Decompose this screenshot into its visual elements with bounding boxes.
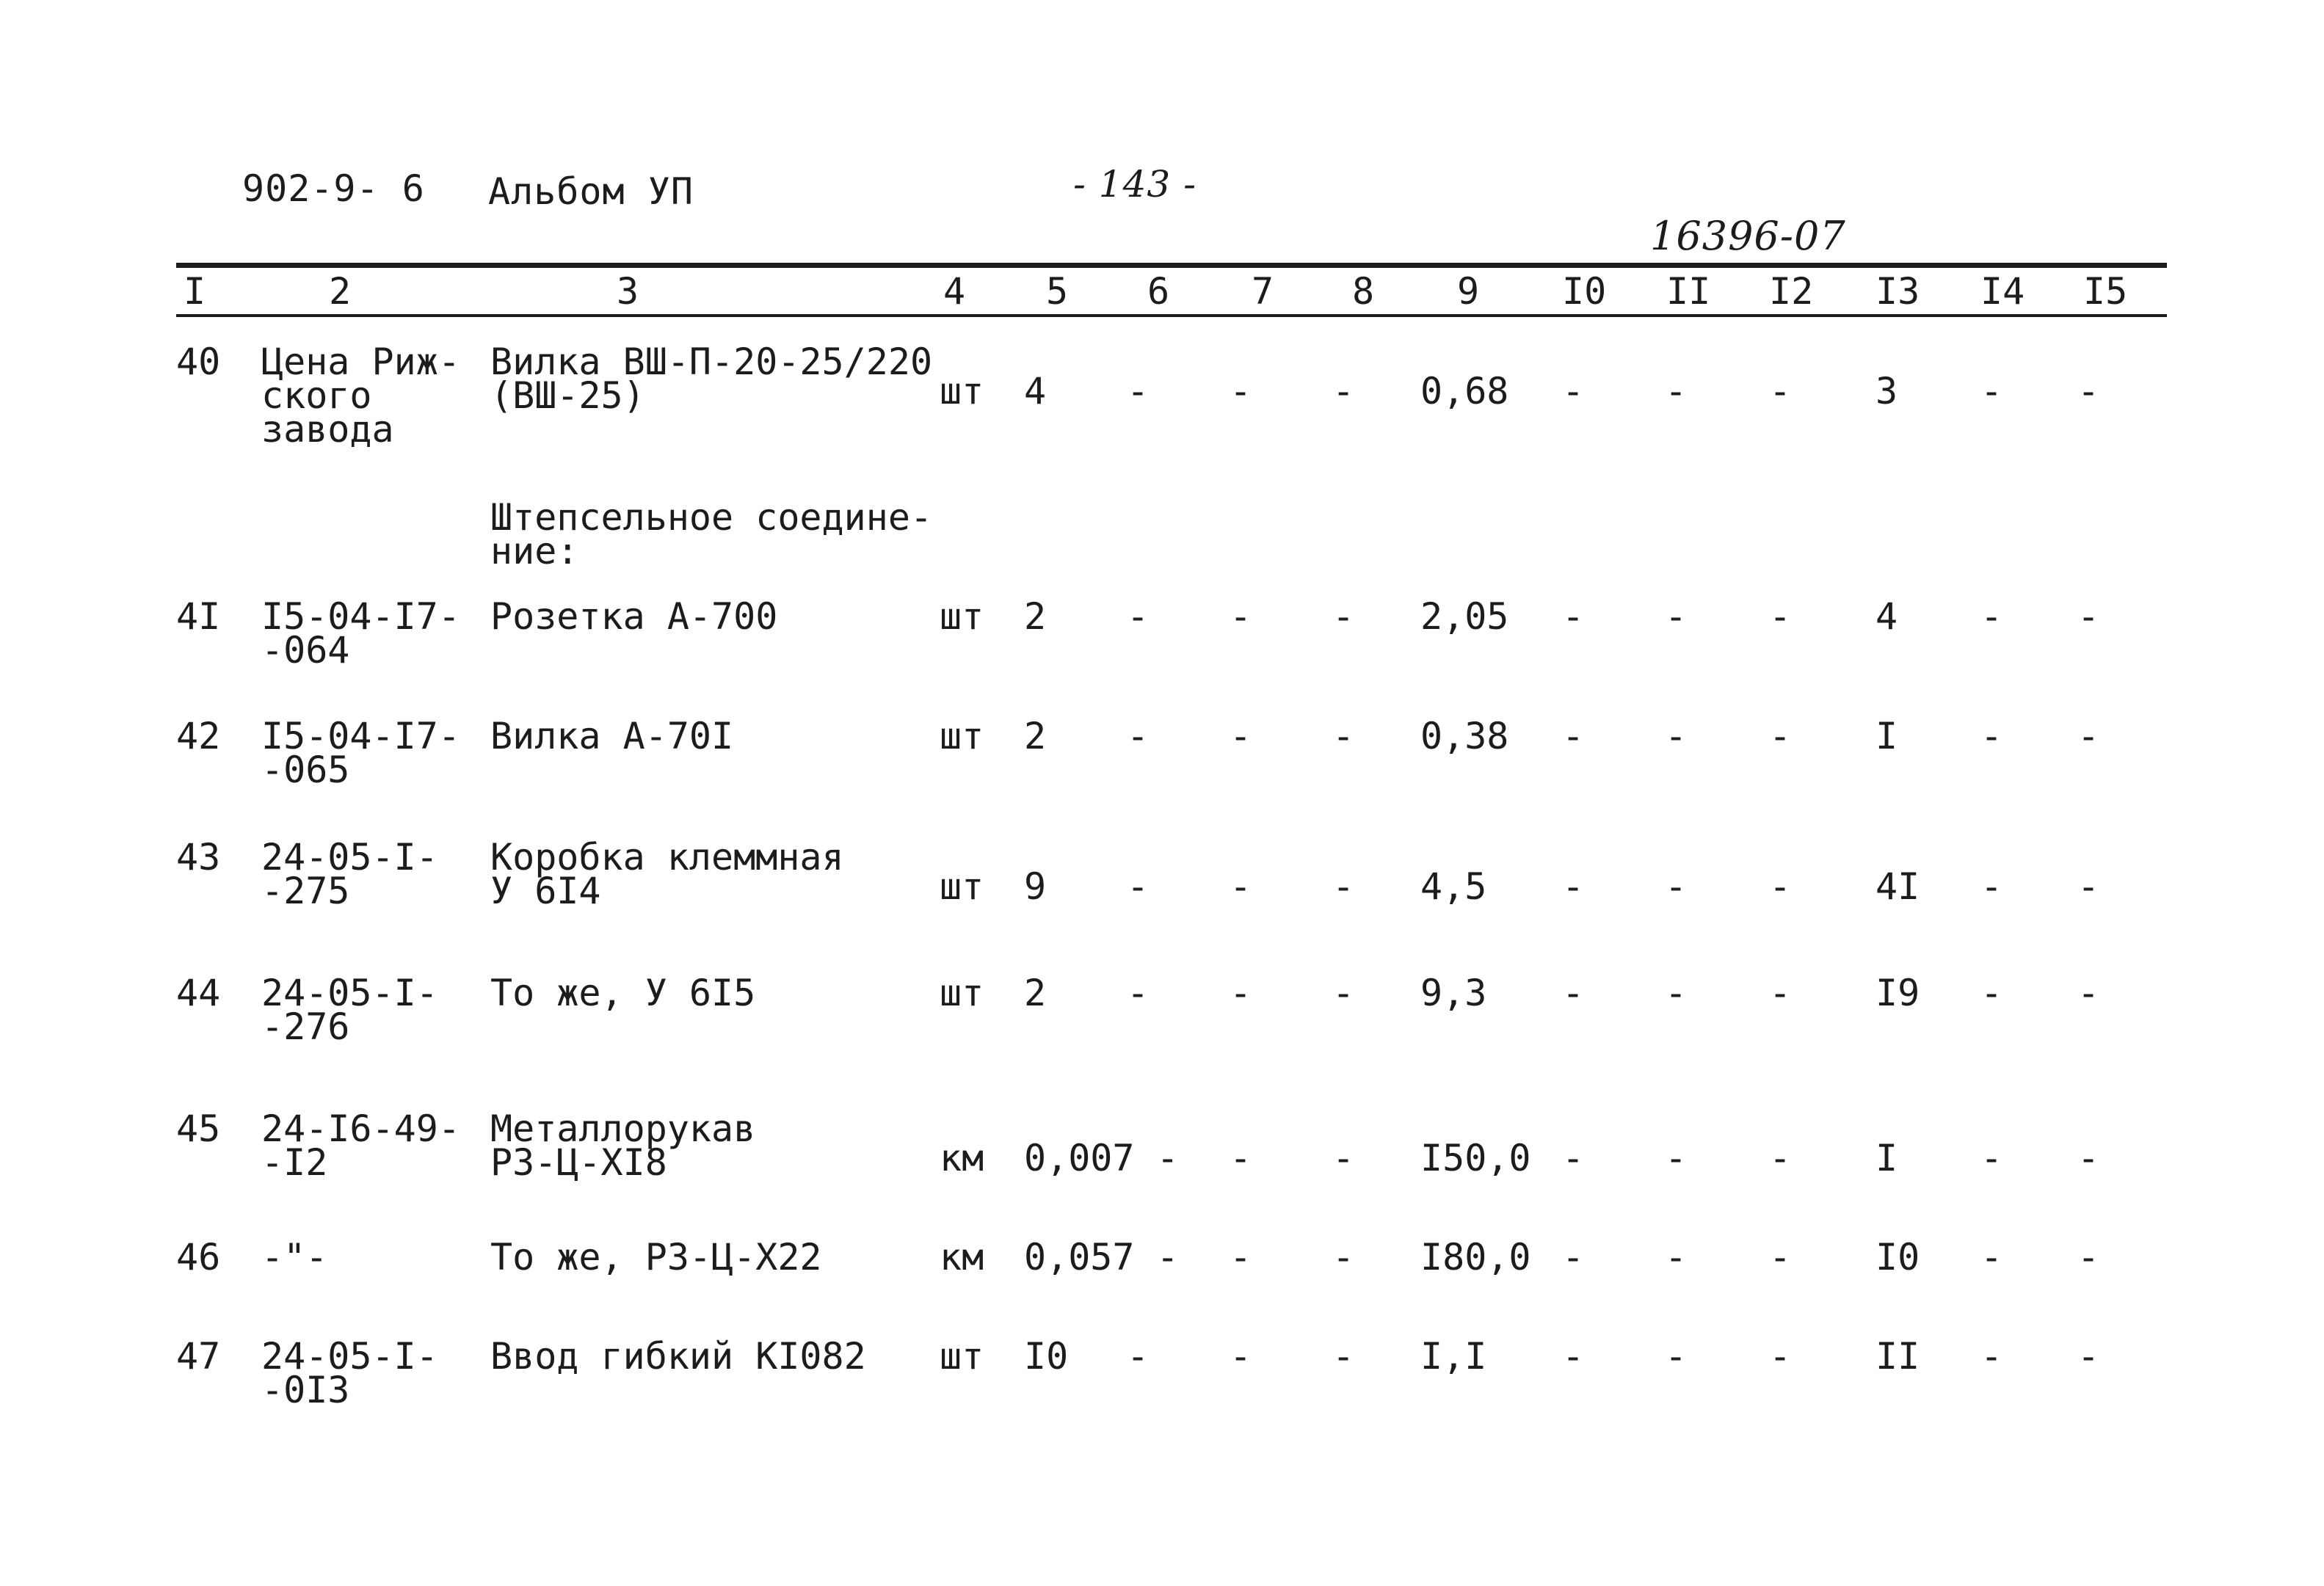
table-cell-c7: -	[1230, 1236, 1252, 1278]
table-cell-c14: -	[1980, 595, 2003, 638]
table-cell-qty: I0	[1024, 1335, 1069, 1378]
table-cell-name: Вилка ВШ-П-20-25/220 (ВШ-25)	[490, 341, 933, 417]
table-cell-name: Коробка клеммная У 6I4	[490, 836, 844, 912]
table-cell-name: Ввод гибкий КI082	[490, 1335, 866, 1378]
table-cell-c6: -	[1127, 715, 1150, 757]
table-cell-code: -"-	[261, 1236, 328, 1278]
column-header-14: I4	[1980, 270, 2025, 313]
table-cell-c13: I9	[1875, 972, 1920, 1014]
table-cell-c7: -	[1230, 865, 1252, 908]
table-cell-c8: -	[1332, 1137, 1355, 1179]
column-header-9: 9	[1457, 270, 1480, 313]
table-cell-n: 47	[176, 1335, 221, 1378]
table-cell-c10: -	[1562, 1335, 1585, 1378]
table-cell-c14: -	[1980, 1137, 2003, 1179]
table-cell-c11: -	[1665, 595, 1688, 638]
table-cell-c8: -	[1332, 595, 1355, 638]
table-cell-c6: -	[1127, 865, 1150, 908]
table-cell-c12: -	[1769, 865, 1792, 908]
table-cell-code: 24-05-I- -275	[261, 836, 438, 912]
table-cell-c13: II	[1875, 1335, 1920, 1378]
table-cell-c11: -	[1665, 865, 1688, 908]
table-cell-unit: шт	[940, 1335, 984, 1378]
column-header-13: I3	[1875, 270, 1920, 313]
table-cell-c13: 4	[1875, 595, 1898, 638]
table-cell-qty: 2	[1024, 972, 1047, 1014]
table-cell-c7: -	[1230, 1137, 1252, 1179]
table-cell-c13: 3	[1875, 370, 1898, 412]
table-cell-c12: -	[1769, 1137, 1792, 1179]
column-header-2: 2	[329, 270, 352, 313]
column-header-1: I	[184, 270, 206, 313]
column-header-4: 4	[943, 270, 966, 313]
table-cell-c14: -	[1980, 1236, 2003, 1278]
column-header-12: I2	[1769, 270, 1814, 313]
table-cell-c12: -	[1769, 595, 1792, 638]
table-cell-c14: -	[1980, 715, 2003, 757]
column-header-15: I5	[2083, 270, 2128, 313]
table-cell-unit: шт	[940, 865, 984, 908]
table-cell-c6: -	[1127, 595, 1150, 638]
table-cell-c11: -	[1665, 370, 1688, 412]
table-cell-c10: -	[1562, 972, 1585, 1014]
table-cell-c9: I,I	[1420, 1335, 1487, 1378]
table-cell-c8: -	[1332, 1335, 1355, 1378]
table-cell-unit: шт	[940, 972, 984, 1014]
table-cell-c11: -	[1665, 1236, 1688, 1278]
table-cell-c9: I50,0	[1420, 1137, 1531, 1179]
table-cell-n: 44	[176, 972, 221, 1014]
column-header-10: I0	[1562, 270, 1607, 313]
table-cell-c6: -	[1127, 1335, 1150, 1378]
table-cell-c8: -	[1332, 972, 1355, 1014]
column-header-11: II	[1666, 270, 1711, 313]
table-cell-c13: I	[1875, 715, 1898, 757]
table-cell-c7: -	[1230, 972, 1252, 1014]
album-label: Альбом УП	[488, 170, 694, 213]
table-cell-c10: -	[1562, 715, 1585, 757]
table-cell-c14: -	[1980, 972, 2003, 1014]
page-number: - 143 -	[1073, 163, 1197, 205]
table-header-rule	[176, 314, 2167, 317]
table-cell-c12: -	[1769, 1236, 1792, 1278]
table-cell-c13: I	[1875, 1137, 1898, 1179]
table-cell-qty: 0,007 -	[1024, 1137, 1179, 1179]
table-cell-c10: -	[1562, 1236, 1585, 1278]
table-cell-c8: -	[1332, 1236, 1355, 1278]
table-cell-qty: 2	[1024, 715, 1047, 757]
table-cell-c9: 2,05	[1420, 595, 1509, 638]
table-cell-name: Вилка А-70I	[490, 715, 734, 757]
table-cell-unit: шт	[940, 370, 984, 412]
table-cell-c12: -	[1769, 1335, 1792, 1378]
table-cell-c9: 4,5	[1420, 865, 1487, 908]
table-cell-c12: -	[1769, 370, 1792, 412]
table-cell-name: То же, РЗ-Ц-Х22	[490, 1236, 822, 1278]
table-cell-code: Цена Риж- ского завода	[261, 341, 460, 451]
table-cell-name: Розетка А-700	[490, 595, 778, 638]
table-cell-c12: -	[1769, 972, 1792, 1014]
table-cell-qty: 0,057 -	[1024, 1236, 1179, 1278]
column-header-6: 6	[1147, 270, 1170, 313]
table-cell-c6: -	[1127, 370, 1150, 412]
table-cell-n: 4I	[176, 595, 221, 638]
table-cell-unit: км	[940, 1236, 984, 1278]
table-cell-c15: -	[2077, 715, 2100, 757]
table-cell-c15: -	[2077, 1335, 2100, 1378]
table-cell-qty: 4	[1024, 370, 1047, 412]
table-cell-c15: -	[2077, 595, 2100, 638]
table-cell-code: I5-04-I7- -065	[261, 715, 460, 791]
table-cell-c11: -	[1665, 1335, 1688, 1378]
table-cell-n: 43	[176, 836, 221, 879]
column-header-5: 5	[1046, 270, 1069, 313]
table-cell-c9: 0,68	[1420, 370, 1509, 412]
table-cell-c15: -	[2077, 865, 2100, 908]
table-cell-c7: -	[1230, 370, 1252, 412]
table-cell-code: 24-05-I- -276	[261, 972, 438, 1048]
table-cell-n: 46	[176, 1236, 221, 1278]
table-cell-c7: -	[1230, 595, 1252, 638]
table-cell-c9: 9,3	[1420, 972, 1487, 1014]
table-cell-c7: -	[1230, 1335, 1252, 1378]
table-cell-c8: -	[1332, 715, 1355, 757]
document-code: 902-9- 6	[242, 167, 425, 210]
table-cell-qty: 2	[1024, 595, 1047, 638]
table-cell-c6: -	[1127, 972, 1150, 1014]
table-cell-c15: -	[2077, 1137, 2100, 1179]
table-cell-c14: -	[1980, 865, 2003, 908]
table-cell-unit: шт	[940, 595, 984, 638]
column-header-7: 7	[1252, 270, 1274, 313]
table-cell-qty: 9	[1024, 865, 1047, 908]
table-cell-c11: -	[1665, 1137, 1688, 1179]
table-cell-unit: км	[940, 1137, 984, 1179]
table-cell-unit: шт	[940, 715, 984, 757]
document-number: 16396-07	[1650, 213, 1846, 259]
table-cell-c10: -	[1562, 865, 1585, 908]
table-cell-c11: -	[1665, 715, 1688, 757]
table-top-rule	[176, 263, 2167, 268]
table-cell-c11: -	[1665, 972, 1688, 1014]
table-cell-c10: -	[1562, 595, 1585, 638]
table-cell-c15: -	[2077, 370, 2100, 412]
table-cell-code: 24-05-I- -0I3	[261, 1335, 438, 1411]
table-cell-code: I5-04-I7- -064	[261, 595, 460, 672]
table-cell-name: Штепсельное соедине- ние:	[490, 496, 933, 572]
table-cell-c14: -	[1980, 370, 2003, 412]
table-cell-c8: -	[1332, 865, 1355, 908]
table-cell-c10: -	[1562, 370, 1585, 412]
table-cell-c14: -	[1980, 1335, 2003, 1378]
table-cell-c15: -	[2077, 1236, 2100, 1278]
table-cell-n: 42	[176, 715, 221, 757]
table-cell-code: 24-I6-49- -I2	[261, 1107, 460, 1184]
column-header-3: 3	[617, 270, 639, 313]
table-cell-c15: -	[2077, 972, 2100, 1014]
table-cell-c9: I80,0	[1420, 1236, 1531, 1278]
table-cell-c13: I0	[1875, 1236, 1920, 1278]
table-cell-c12: -	[1769, 715, 1792, 757]
table-cell-name: То же, У 6I5	[490, 972, 756, 1014]
column-header-8: 8	[1352, 270, 1375, 313]
table-cell-c8: -	[1332, 370, 1355, 412]
table-cell-n: 45	[176, 1107, 221, 1150]
table-cell-name: Металлорукав РЗ-Ц-ХI8	[490, 1107, 756, 1184]
table-cell-c7: -	[1230, 715, 1252, 757]
table-cell-c13: 4I	[1875, 865, 1920, 908]
table-cell-c10: -	[1562, 1137, 1585, 1179]
table-cell-c9: 0,38	[1420, 715, 1509, 757]
table-cell-n: 40	[176, 341, 221, 383]
